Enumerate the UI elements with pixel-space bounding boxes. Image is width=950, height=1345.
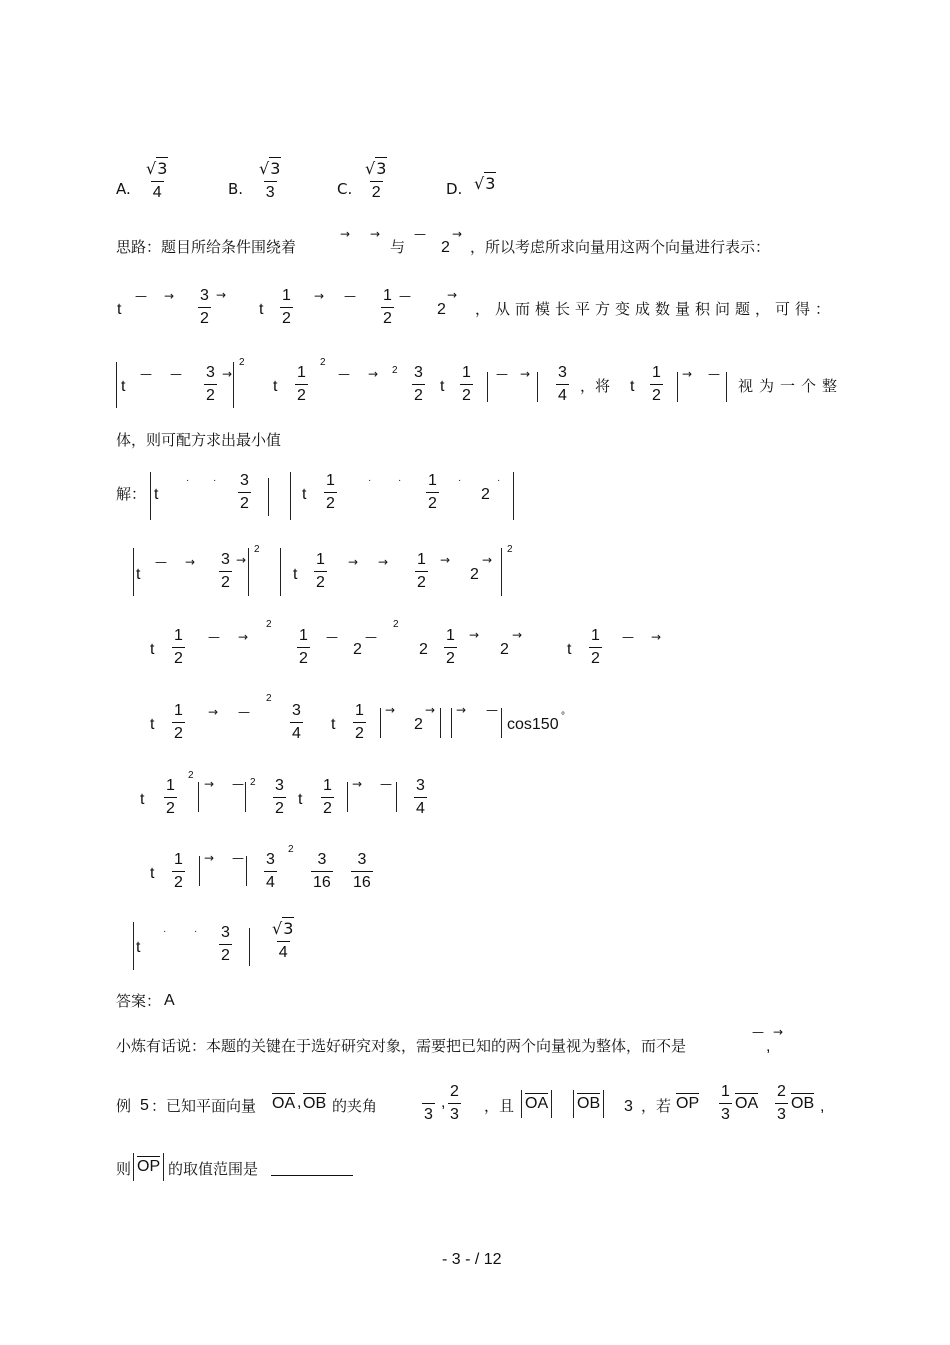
fraction-3-2: $\frac{3}{2}$ <box>221 551 230 591</box>
fraction-1-2: $\frac{1}{2}$ <box>282 287 291 327</box>
vector-arrow: → <box>520 367 531 381</box>
abs-bar <box>396 782 397 812</box>
fraction-1-2: $\frac{1}{2}$ <box>316 551 325 591</box>
abs-bar <box>199 856 200 886</box>
vector-arrow: — <box>414 227 426 241</box>
vector-arrow: — <box>486 703 498 717</box>
degree-mark: ° <box>561 711 565 722</box>
abs-bar <box>501 708 502 738</box>
abs-bar <box>280 548 281 596</box>
math-t: t <box>136 939 141 956</box>
vector-arrow: → <box>314 289 325 303</box>
math-t: t <box>630 378 635 395</box>
vector-arrow: — <box>208 630 220 644</box>
fraction-1-2: $\frac{1}{2}$ <box>174 851 183 891</box>
vector-arrow: — <box>496 367 508 381</box>
superscript-2: 2 <box>288 844 294 855</box>
answer-value: A <box>164 992 175 1009</box>
vector-ob: OB <box>577 1095 601 1112</box>
vector-arrow: → <box>370 227 381 241</box>
fraction-1-2: $\frac{1}{2}$ <box>383 287 392 327</box>
vector-arrow: — <box>326 630 338 644</box>
idea-line2-rest: ，从而模长平方变成数量积问题，可得： <box>475 300 836 318</box>
abs-bar <box>603 1090 604 1118</box>
fraction-3-16: $\frac{3}{16}$ <box>313 851 331 891</box>
example-text4: ，若 <box>641 1097 672 1115</box>
vector-arrow: — <box>380 777 392 791</box>
vector-arrow: → <box>348 555 359 569</box>
example-line2-text: 的取值范围是 <box>168 1160 259 1178</box>
math-t: t <box>154 486 159 503</box>
abs-bar <box>440 708 441 738</box>
option-a-label: A. <box>116 180 131 198</box>
math-t: t <box>150 641 155 658</box>
abs-bar <box>521 1090 522 1118</box>
vector-arrow: → <box>368 367 379 381</box>
fraction-1-2: $\frac{1}{2}$ <box>417 551 426 591</box>
math-two: 2 <box>500 641 509 658</box>
vector-arrow: → <box>378 555 389 569</box>
math-t: t <box>273 378 278 395</box>
vector-arrow: → <box>238 630 249 644</box>
idea-line4: 体，则可配方求出最小值 <box>116 431 282 449</box>
math-dot: · <box>186 475 190 486</box>
fraction-3-16: $\frac{3}{16}$ <box>353 851 371 891</box>
superscript-2: 2 <box>507 544 513 555</box>
fraction-3-2: $\frac{3}{2}$ <box>240 472 249 512</box>
abs-bar <box>246 856 247 886</box>
vector-arrow: → <box>651 630 662 644</box>
fraction-3-2: $\frac{3}{2}$ <box>221 924 230 964</box>
fraction-1-2: $\frac{1}{2}$ <box>462 364 471 404</box>
math-two: 2 <box>414 716 423 733</box>
fraction-angle-low: 3 <box>422 1084 435 1123</box>
vector-arrow: → <box>185 555 196 569</box>
option-c-label: C. <box>337 180 353 198</box>
vector-arrow: — <box>232 851 244 865</box>
vector-arrow: → <box>352 777 363 791</box>
option-d-label: D. <box>446 180 463 198</box>
fraction-3-4: $\frac{3}{4}$ <box>266 851 275 891</box>
fraction-3-2: $\frac{3}{2}$ <box>200 287 209 327</box>
abs-bar <box>513 472 514 520</box>
superscript-2: 2 <box>250 777 256 788</box>
vector-arrow: → <box>682 367 693 381</box>
math-dot: · <box>497 475 501 486</box>
fraction-3-4: $\frac{3}{4}$ <box>558 364 567 404</box>
fraction-3-4: $\frac{3}{4}$ <box>292 702 301 742</box>
fraction-3-2: $\frac{3}{2}$ <box>206 364 215 404</box>
example-text1: ：已知平面向量 <box>151 1097 257 1115</box>
superscript-2: 2 <box>266 619 272 630</box>
fraction-1-2: $\frac{1}{2}$ <box>323 777 332 817</box>
abs-bar <box>537 372 538 402</box>
superscript-2: 2 <box>266 693 272 704</box>
abs-bar <box>573 1090 574 1118</box>
math-t: t <box>331 716 336 733</box>
fraction-1-2: $\frac{1}{2}$ <box>591 627 600 667</box>
abs-bar <box>233 362 234 408</box>
abs-bar <box>163 1153 164 1181</box>
fraction-1-2: $\frac{1}{2}$ <box>166 777 175 817</box>
vector-arrow: → <box>340 227 351 241</box>
fraction-1-2: $\frac{1}{2}$ <box>299 627 308 667</box>
abs-bar <box>551 1090 552 1118</box>
note-text: 小炼有话说：本题的关键在于选好研究对象，需要把已知的两个向量视为整体，而不是 <box>116 1037 687 1055</box>
option-b-fraction: $\frac{√3}{3}$ <box>259 159 281 201</box>
abs-bar <box>380 708 381 738</box>
vector-arrow: — <box>140 367 152 381</box>
idea-two: 2 <box>441 239 450 256</box>
vector-arrow: → <box>204 851 215 865</box>
example-text3: ，且 <box>484 1097 515 1115</box>
vector-arrow: — <box>232 777 244 791</box>
vector-arrow: — <box>365 630 377 644</box>
example-label: 例 <box>116 1097 132 1115</box>
fraction-3-2: $\frac{3}{2}$ <box>414 364 423 404</box>
vector-arrow: → <box>512 628 523 642</box>
answer-label: 答案： <box>116 992 162 1010</box>
superscript-2: 2 <box>393 619 399 630</box>
math-two: 2 <box>481 486 490 503</box>
math-dot: · <box>163 926 167 937</box>
math-dot: · <box>194 926 198 937</box>
abs-bar <box>198 782 199 812</box>
vector-arrow: → <box>456 703 467 717</box>
superscript-2: 2 <box>254 544 260 555</box>
abs-bar <box>133 922 134 970</box>
page-number: - 3 - / 12 <box>442 1251 502 1268</box>
math-t: t <box>150 865 155 882</box>
vector-op: OP <box>676 1095 700 1112</box>
abs-bar <box>133 1153 134 1181</box>
vector-arrow: → <box>452 227 463 241</box>
vector-arrow: — <box>399 289 411 303</box>
vector-arrow: → <box>164 289 175 303</box>
note-comma: , <box>766 1038 771 1055</box>
abs-bar <box>677 372 678 402</box>
math-t: t <box>293 566 298 583</box>
option-a-fraction: $\frac{√3}{4}$ <box>146 159 168 201</box>
vector-arrow: — <box>622 630 634 644</box>
example-line2-prefix: 则 <box>116 1160 132 1178</box>
example-value-3: 3 <box>624 1098 633 1115</box>
vector-arrow: → <box>236 553 247 567</box>
comma: , <box>297 1094 302 1111</box>
vector-arrow: → <box>204 777 215 791</box>
solution-label: 解： <box>116 485 147 503</box>
answer-blank[interactable] <box>271 1161 353 1176</box>
math-t: t <box>298 791 303 808</box>
vector-arrow: — <box>338 367 350 381</box>
abs-bar <box>487 372 488 402</box>
superscript-2: 2 <box>239 357 245 368</box>
abs-bar <box>726 372 727 402</box>
fraction-1-2: $\frac{1}{2}$ <box>174 702 183 742</box>
abs-bar <box>245 782 246 812</box>
math-t: t <box>150 716 155 733</box>
fraction-1-2: $\frac{1}{2}$ <box>297 364 306 404</box>
math-t: t <box>259 301 264 318</box>
vector-arrow: → <box>216 288 227 302</box>
cos-term: cos150 <box>507 716 559 733</box>
abs-bar <box>347 782 348 812</box>
fraction-1-2: $\frac{1}{2}$ <box>446 627 455 667</box>
vector-arrow: — <box>752 1025 764 1039</box>
idea-intro: 思路：题目所给条件围绕着 <box>116 238 297 256</box>
vector-arrow: → <box>385 703 396 717</box>
vector-ob: OB <box>303 1095 327 1112</box>
abs-bar <box>133 548 134 596</box>
vector-arrow: — <box>344 289 356 303</box>
comma: , <box>441 1094 446 1111</box>
superscript-2: 2 <box>392 365 398 376</box>
vector-arrow: → <box>469 628 480 642</box>
vector-arrow: — <box>135 289 147 303</box>
fraction-3-4: $\frac{3}{4}$ <box>416 777 425 817</box>
vector-oa: OA <box>272 1095 296 1112</box>
math-t: t <box>121 378 126 395</box>
vector-arrow: → <box>773 1025 784 1039</box>
abs-bar <box>249 928 250 966</box>
fraction-1-2: $\frac{1}{2}$ <box>652 364 661 404</box>
fraction-1-2: $\frac{1}{2}$ <box>428 472 437 512</box>
superscript-2: 2 <box>320 357 326 368</box>
vector-arrow: → <box>222 367 233 381</box>
example-number: 5 <box>140 1097 149 1114</box>
vector-ob: OB <box>791 1095 815 1112</box>
abs-bar <box>501 548 502 596</box>
math-dot: · <box>213 475 217 486</box>
abs-bar <box>451 708 452 738</box>
abs-bar <box>248 548 249 596</box>
vector-arrow: → <box>425 703 436 717</box>
option-d-value: √3 <box>474 174 496 193</box>
abs-bar <box>268 478 269 516</box>
idea-rest: ，所以考虑所求向量用这两个向量进行表示： <box>470 238 771 256</box>
idea-and: 与 <box>390 238 406 256</box>
idea-line3-rest2: 视为一个整 <box>738 377 844 395</box>
fraction-2-3: $\frac{2}{3}$ <box>777 1083 786 1123</box>
fraction-1-2: $\frac{1}{2}$ <box>174 627 183 667</box>
fraction-2-3: $\frac{2}{3}$ <box>450 1083 459 1123</box>
math-t: t <box>117 301 122 318</box>
vector-oa: OA <box>735 1095 759 1112</box>
fraction-1-2: $\frac{1}{2}$ <box>355 702 364 742</box>
math-t: t <box>140 791 145 808</box>
vector-arrow: — <box>708 367 720 381</box>
vector-op: OP <box>137 1158 161 1175</box>
vector-arrow: → <box>440 553 451 567</box>
math-two: 2 <box>353 641 362 658</box>
vector-arrow: — <box>238 705 250 719</box>
math-t: t <box>136 566 141 583</box>
option-b-label: B. <box>228 180 244 198</box>
fraction-sqrt3-4: $\frac{√3}{4}$ <box>272 919 294 961</box>
option-c-fraction: $\frac{√3}{2}$ <box>365 159 387 201</box>
fraction-1-2: $\frac{1}{2}$ <box>326 472 335 512</box>
abs-bar <box>290 472 291 520</box>
idea-line3-rest1: ，将 <box>580 377 611 395</box>
example-text2: 的夹角 <box>332 1097 378 1115</box>
math-dot: · <box>398 475 402 486</box>
abs-bar <box>150 472 151 520</box>
abs-bar <box>116 362 117 408</box>
superscript-2: 2 <box>188 770 194 781</box>
math-two: 2 <box>437 301 446 318</box>
math-dot: · <box>458 475 462 486</box>
math-dot: · <box>368 475 372 486</box>
vector-arrow: — <box>155 555 167 569</box>
vector-arrow: → <box>447 288 458 302</box>
math-two: 2 <box>470 566 479 583</box>
vector-arrow: → <box>208 705 219 719</box>
fraction-1-3: $\frac{1}{3}$ <box>721 1083 730 1123</box>
vector-arrow: → <box>482 553 493 567</box>
math-two: 2 <box>419 641 428 658</box>
fraction-3-2: $\frac{3}{2}$ <box>275 777 284 817</box>
math-t: t <box>302 486 307 503</box>
comma: , <box>820 1098 825 1115</box>
math-t: t <box>440 378 445 395</box>
math-t: t <box>567 641 572 658</box>
vector-oa: OA <box>525 1095 549 1112</box>
vector-arrow: — <box>170 367 182 381</box>
